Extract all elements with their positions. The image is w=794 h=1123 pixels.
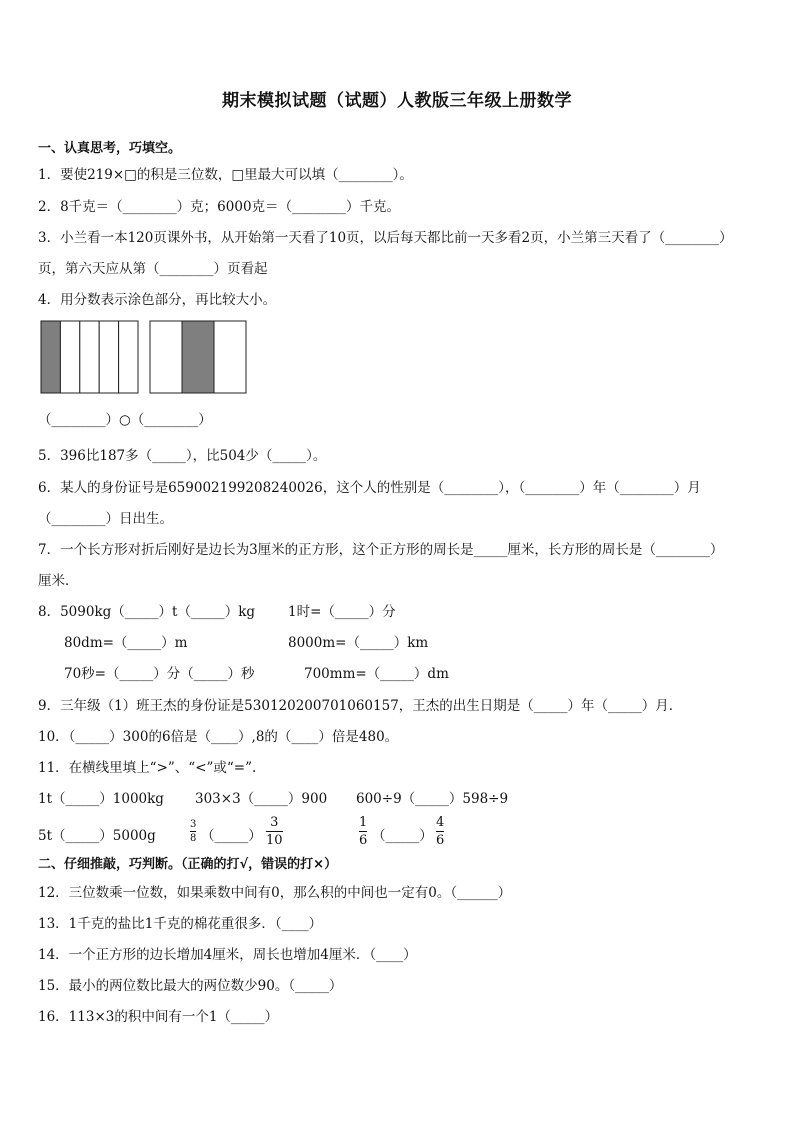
- question-8-row-1-b: 1时=（_____）分: [288, 604, 396, 620]
- left-rect-cell-5: [119, 321, 138, 393]
- fraction-denominator: 6: [359, 833, 368, 848]
- question-3-line-1: 3．小兰看一本120页课外书，从开始第一天看了10页，以后每天都比前一天多看2页，小兰第三天看了（________）: [38, 230, 733, 246]
- question-15: 15．最小的两位数比最大的两位数少90。（_____）: [38, 978, 343, 994]
- question-3-line-2: 页，第六天应从第（________）页看起: [38, 261, 268, 277]
- question-14: 14．一个正方形的边长增加4厘米，周长也增加4厘米．（____）: [38, 947, 417, 963]
- question-8-row-2-b: 8000m=（_____）km: [288, 635, 429, 651]
- question-4: 4．用分数表示涂色部分，再比较大小。: [38, 292, 277, 308]
- question-6-line-2: （________）日出生。: [38, 511, 173, 527]
- question-11-row-1-c: 600÷9（_____）598÷9: [356, 791, 509, 807]
- page-title: 期末模拟试题（试题）人教版三年级上册数学: [222, 91, 572, 111]
- left-rect-cell-3: [80, 321, 99, 393]
- question-8-row-3-b: 700mm=（_____）dm: [304, 666, 449, 682]
- fraction-4-6: [436, 815, 444, 848]
- fraction-bar: [190, 831, 196, 832]
- fraction-denominator: 6: [436, 833, 445, 848]
- fraction-denominator: 8: [190, 833, 197, 844]
- question-12: 12．三位数乘一位数，如果乘数中间有0，那么积的中间也一定有0。（______）: [38, 885, 512, 901]
- section-1-heading: 一、认真思考，巧填空。: [38, 141, 182, 156]
- question-9: 9．三年级（1）班王杰的身份证是530120200701060157，王杰的出生日期是（_____）年（_____）月．: [38, 698, 683, 714]
- question-8-row-1-a: 8．5090kg（_____）t（_____）kg: [38, 604, 256, 620]
- fraction-numerator: 1: [359, 815, 368, 830]
- left-rect-cell-4: [99, 321, 118, 393]
- question-7-line-2: 厘米．: [38, 573, 79, 589]
- right-fraction-rect: [150, 321, 246, 393]
- fraction-3-10: [266, 815, 283, 848]
- left-rect-cell-1: [41, 321, 60, 393]
- question-5: 5．396比187多（_____），比504少（_____）。: [38, 448, 327, 464]
- left-fraction-rect: [41, 321, 138, 393]
- fraction-figure: [40, 319, 250, 395]
- fraction-numerator: 3: [270, 815, 279, 830]
- question-11-row-2-blank-2: （_____）: [372, 828, 433, 844]
- question-7-line-1: 7．一个长方形对折后刚好是边长为3厘米的正方形，这个正方形的周长是_____厘米，长方形的周长是（________）: [38, 542, 724, 558]
- question-11-row-1-b: 303×3（_____）900: [195, 791, 328, 807]
- question-10: 10．（_____）300的6倍是（____）,8的（____）倍是480。: [38, 729, 399, 745]
- left-rect-cell-2: [60, 321, 79, 393]
- question-16: 16．113×3的积中间有一个1（_____）: [38, 1009, 279, 1025]
- right-rect-cell-1: [150, 321, 182, 393]
- right-rect-cell-3: [214, 321, 246, 393]
- question-11-row-2-blank-1: （_____）: [201, 828, 262, 844]
- right-rect-cell-2: [182, 321, 214, 393]
- question-13: 13．1千克的盐比1千克的棉花重很多．（____）: [38, 916, 323, 932]
- question-1: 1．要使219×□的积是三位数，□里最大可以填（________）。: [38, 167, 413, 183]
- question-2: 2．8千克＝（________）克；6000克＝（________）千克。: [38, 199, 401, 215]
- fraction-numerator: 3: [190, 819, 197, 830]
- question-11-row-2-a: 5t（_____）5000g: [38, 828, 156, 844]
- fraction-bar: [436, 831, 444, 832]
- question-8-row-2-a: 80dm=（_____）m: [64, 635, 188, 651]
- fraction-bar: [266, 831, 283, 832]
- question-4-compare: （________）○（________）: [38, 412, 212, 428]
- question-11: 11．在横线里填上“>”、“<”或“=”.: [38, 760, 257, 776]
- section-2-heading: 二、仔细推敲，巧判断。（正确的打√，错误的打×）: [38, 857, 338, 872]
- fraction-numerator: 4: [436, 815, 445, 830]
- fraction-3-8: [190, 819, 196, 844]
- fraction-1-6: [359, 815, 367, 848]
- fraction-bar: [359, 831, 367, 832]
- fraction-denominator: 10: [266, 833, 283, 848]
- question-6-line-1: 6．某人的身份证号是659002199208240026，这个人的性别是（________），（________）年（________）月: [38, 480, 701, 496]
- question-11-row-1-a: 1t（_____）1000kg: [38, 791, 164, 807]
- question-8-row-3-a: 70秒=（_____）分（_____）秒: [64, 666, 255, 682]
